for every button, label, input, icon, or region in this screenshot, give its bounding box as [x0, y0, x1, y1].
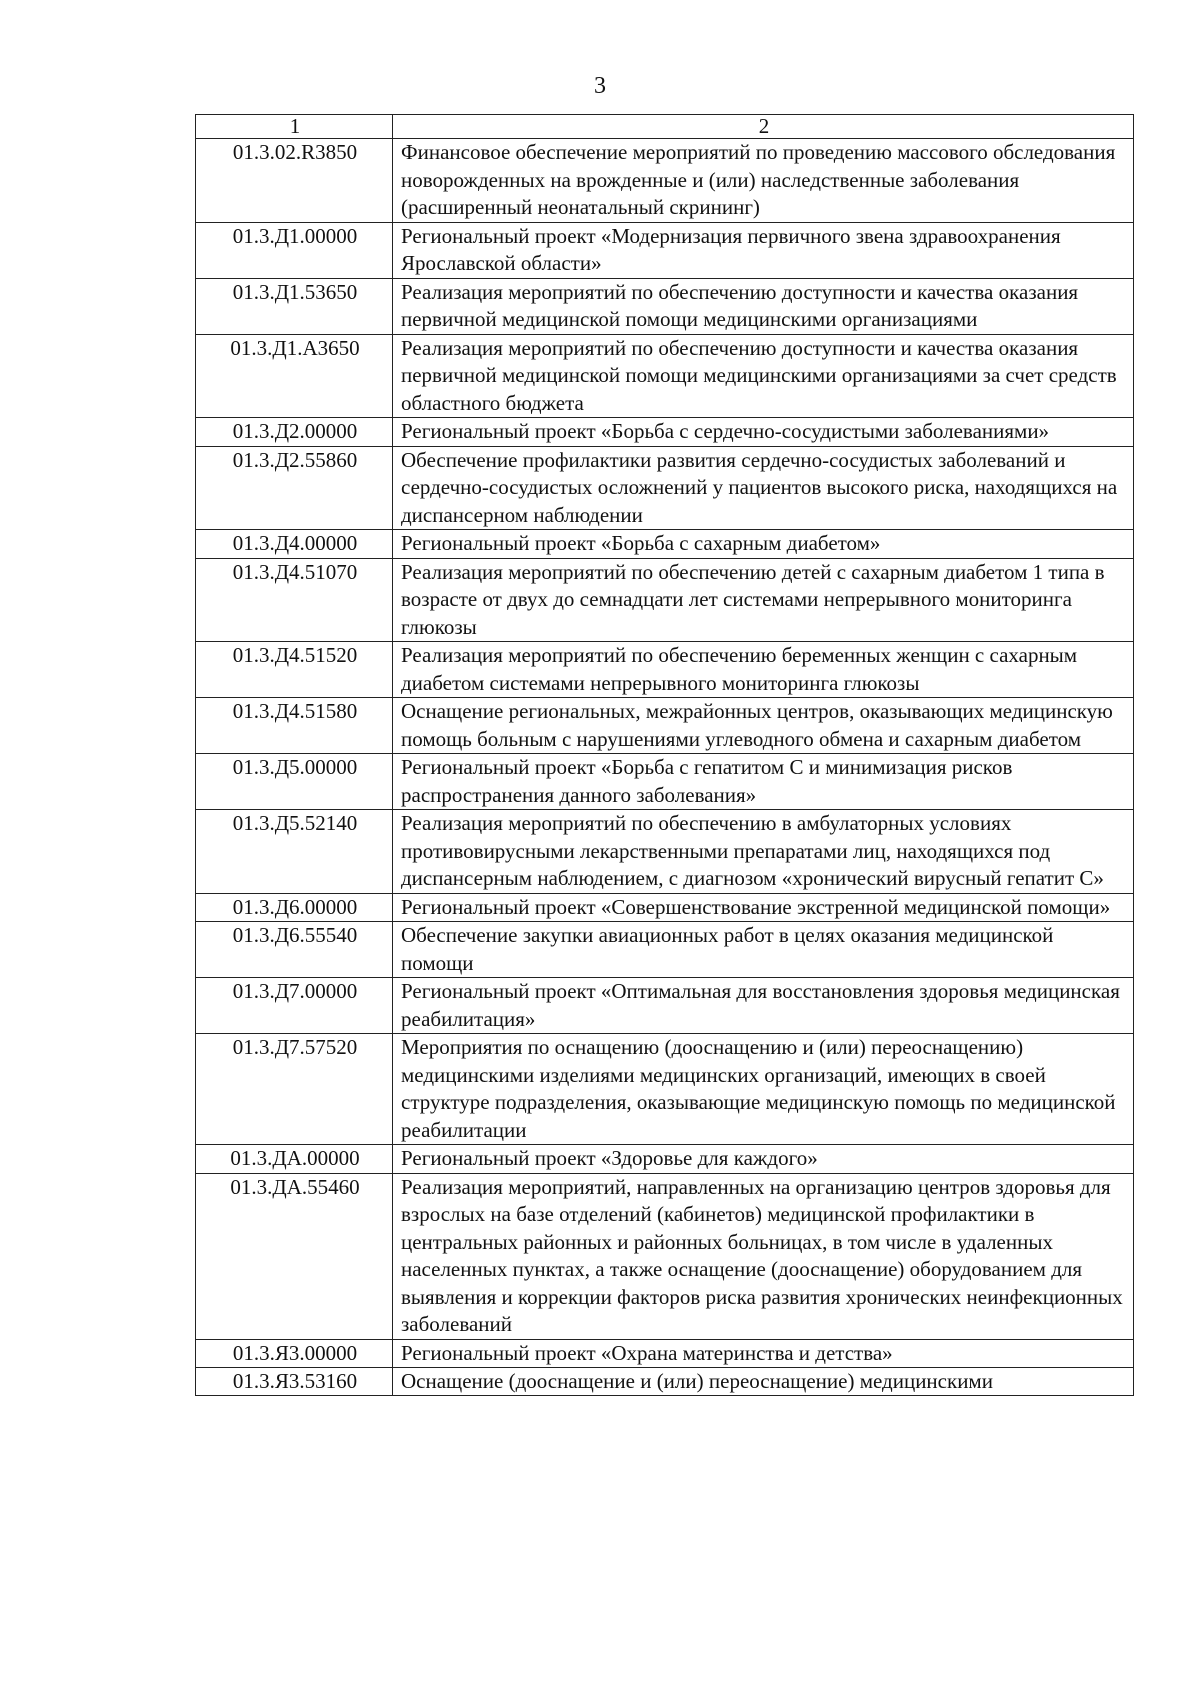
table-row [196, 530, 1134, 559]
row-code: 01.3.ДА.00000 [196, 1145, 393, 1174]
row-code: 01.3.Я3.00000 [196, 1339, 393, 1368]
table-row [196, 139, 1134, 223]
row-name: Реализация мероприятий по обеспечению детей с сахарным диабетом 1 типа в возрасте от двух до семнадцати лет системами непрерывного мониторинга глюкозы [393, 558, 1134, 642]
table-row [196, 642, 1134, 698]
budget-codes-table [195, 114, 1134, 1396]
table-row [196, 810, 1134, 894]
table-row [196, 754, 1134, 810]
row-code: 01.3.Д7.57520 [196, 1034, 393, 1145]
row-name: Финансовое обеспечение мероприятий по проведению массового обследования новорожденных на врожденные и (или) наследственные заболевания (расширенный неонатальный скрининг) [393, 139, 1134, 223]
row-code: 01.3.Д1.53650 [196, 278, 393, 334]
row-code: 01.3.Д6.55540 [196, 922, 393, 978]
row-code: 01.3.Я3.53160 [196, 1368, 393, 1396]
row-name: Реализация мероприятий, направленных на организацию центров здоровья для взрослых на базе отделений (кабинетов) медицинской профилактики в центральных районных и районных больницах, в том числе в удаленных населенных пунктах, а также оснащение (дооснащение) оборудованием для выявления и коррекции факторов риска развития хронических неинфекционных заболеваний [393, 1173, 1134, 1339]
row-name: Региональный проект «Оптимальная для восстановления здоровья медицинская реабилитация» [393, 978, 1134, 1034]
table-row [196, 558, 1134, 642]
row-name: Реализация мероприятий по обеспечению в амбулаторных условиях противовирусными лекарственными препаратами лиц, находящихся под диспансерным наблюдением, с диагнозом «хронический вирусный гепатит С» [393, 810, 1134, 894]
row-name: Региональный проект «Совершенствование экстренной медицинской помощи» [393, 893, 1134, 922]
table-header-row [196, 115, 1134, 139]
row-name: Мероприятия по оснащению (дооснащению и (или) переоснащению) медицинскими изделиями медицинских организаций, имеющих в своей структуре подразделения, оказывающие медицинскую помощь по медицинской реабилитации [393, 1034, 1134, 1145]
row-code: 01.3.02.R3850 [196, 139, 393, 223]
table-row [196, 1145, 1134, 1174]
row-name: Оснащение региональных, межрайонных центров, оказывающих медицинскую помощь больным с нарушениями углеводного обмена и сахарным диабетом [393, 698, 1134, 754]
table-row [196, 1173, 1134, 1339]
row-code: 01.3.Д1.А3650 [196, 334, 393, 418]
row-name: Реализация мероприятий по обеспечению доступности и качества оказания первичной медицинской помощи медицинскими организациями [393, 278, 1134, 334]
row-name: Региональный проект «Борьба с сахарным диабетом» [393, 530, 1134, 559]
table-row [196, 698, 1134, 754]
row-code: 01.3.Д2.00000 [196, 418, 393, 447]
row-name: Региональный проект «Борьба с гепатитом С и минимизация рисков распространения данного заболевания» [393, 754, 1134, 810]
row-code: 01.3.Д4.51070 [196, 558, 393, 642]
row-name: Реализация мероприятий по обеспечению доступности и качества оказания первичной медицинской помощи медицинскими организациями за счет средств областного бюджета [393, 334, 1134, 418]
row-name: Региональный проект «Модернизация первичного звена здравоохранения Ярославской области» [393, 222, 1134, 278]
row-code: 01.3.Д5.00000 [196, 754, 393, 810]
row-code: 01.3.Д5.52140 [196, 810, 393, 894]
table-row [196, 222, 1134, 278]
table-row [196, 893, 1134, 922]
column-header-name: 2 [393, 115, 1134, 139]
table-row [196, 418, 1134, 447]
row-code: 01.3.Д7.00000 [196, 978, 393, 1034]
table-row [196, 922, 1134, 978]
table-row [196, 1034, 1134, 1145]
row-name: Обеспечение закупки авиационных работ в целях оказания медицинской помощи [393, 922, 1134, 978]
row-code: 01.3.Д2.55860 [196, 446, 393, 530]
row-name: Оснащение (дооснащение и (или) переоснащение) медицинскими [393, 1368, 1134, 1396]
row-name: Региональный проект «Здоровье для каждого» [393, 1145, 1134, 1174]
column-header-code: 1 [196, 115, 393, 139]
table-row [196, 446, 1134, 530]
table-row [196, 1368, 1134, 1396]
table-row [196, 334, 1134, 418]
table-row [196, 1339, 1134, 1368]
row-code: 01.3.Д4.00000 [196, 530, 393, 559]
page-number: 3 [594, 73, 606, 99]
table-row [196, 978, 1134, 1034]
row-name: Региональный проект «Охрана материнства и детства» [393, 1339, 1134, 1368]
row-code: 01.3.Д4.51580 [196, 698, 393, 754]
row-name: Реализация мероприятий по обеспечению беременных женщин с сахарным диабетом системами непрерывного мониторинга глюкозы [393, 642, 1134, 698]
row-code: 01.3.Д4.51520 [196, 642, 393, 698]
row-code: 01.3.ДА.55460 [196, 1173, 393, 1339]
row-name: Обеспечение профилактики развития сердечно-сосудистых заболеваний и сердечно-сосудистых осложнений у пациентов высокого риска, находящихся на диспансерном наблюдении [393, 446, 1134, 530]
row-code: 01.3.Д6.00000 [196, 893, 393, 922]
table-row [196, 278, 1134, 334]
table-body [196, 139, 1134, 1396]
row-name: Региональный проект «Борьба с сердечно-сосудистыми заболеваниями» [393, 418, 1134, 447]
row-code: 01.3.Д1.00000 [196, 222, 393, 278]
